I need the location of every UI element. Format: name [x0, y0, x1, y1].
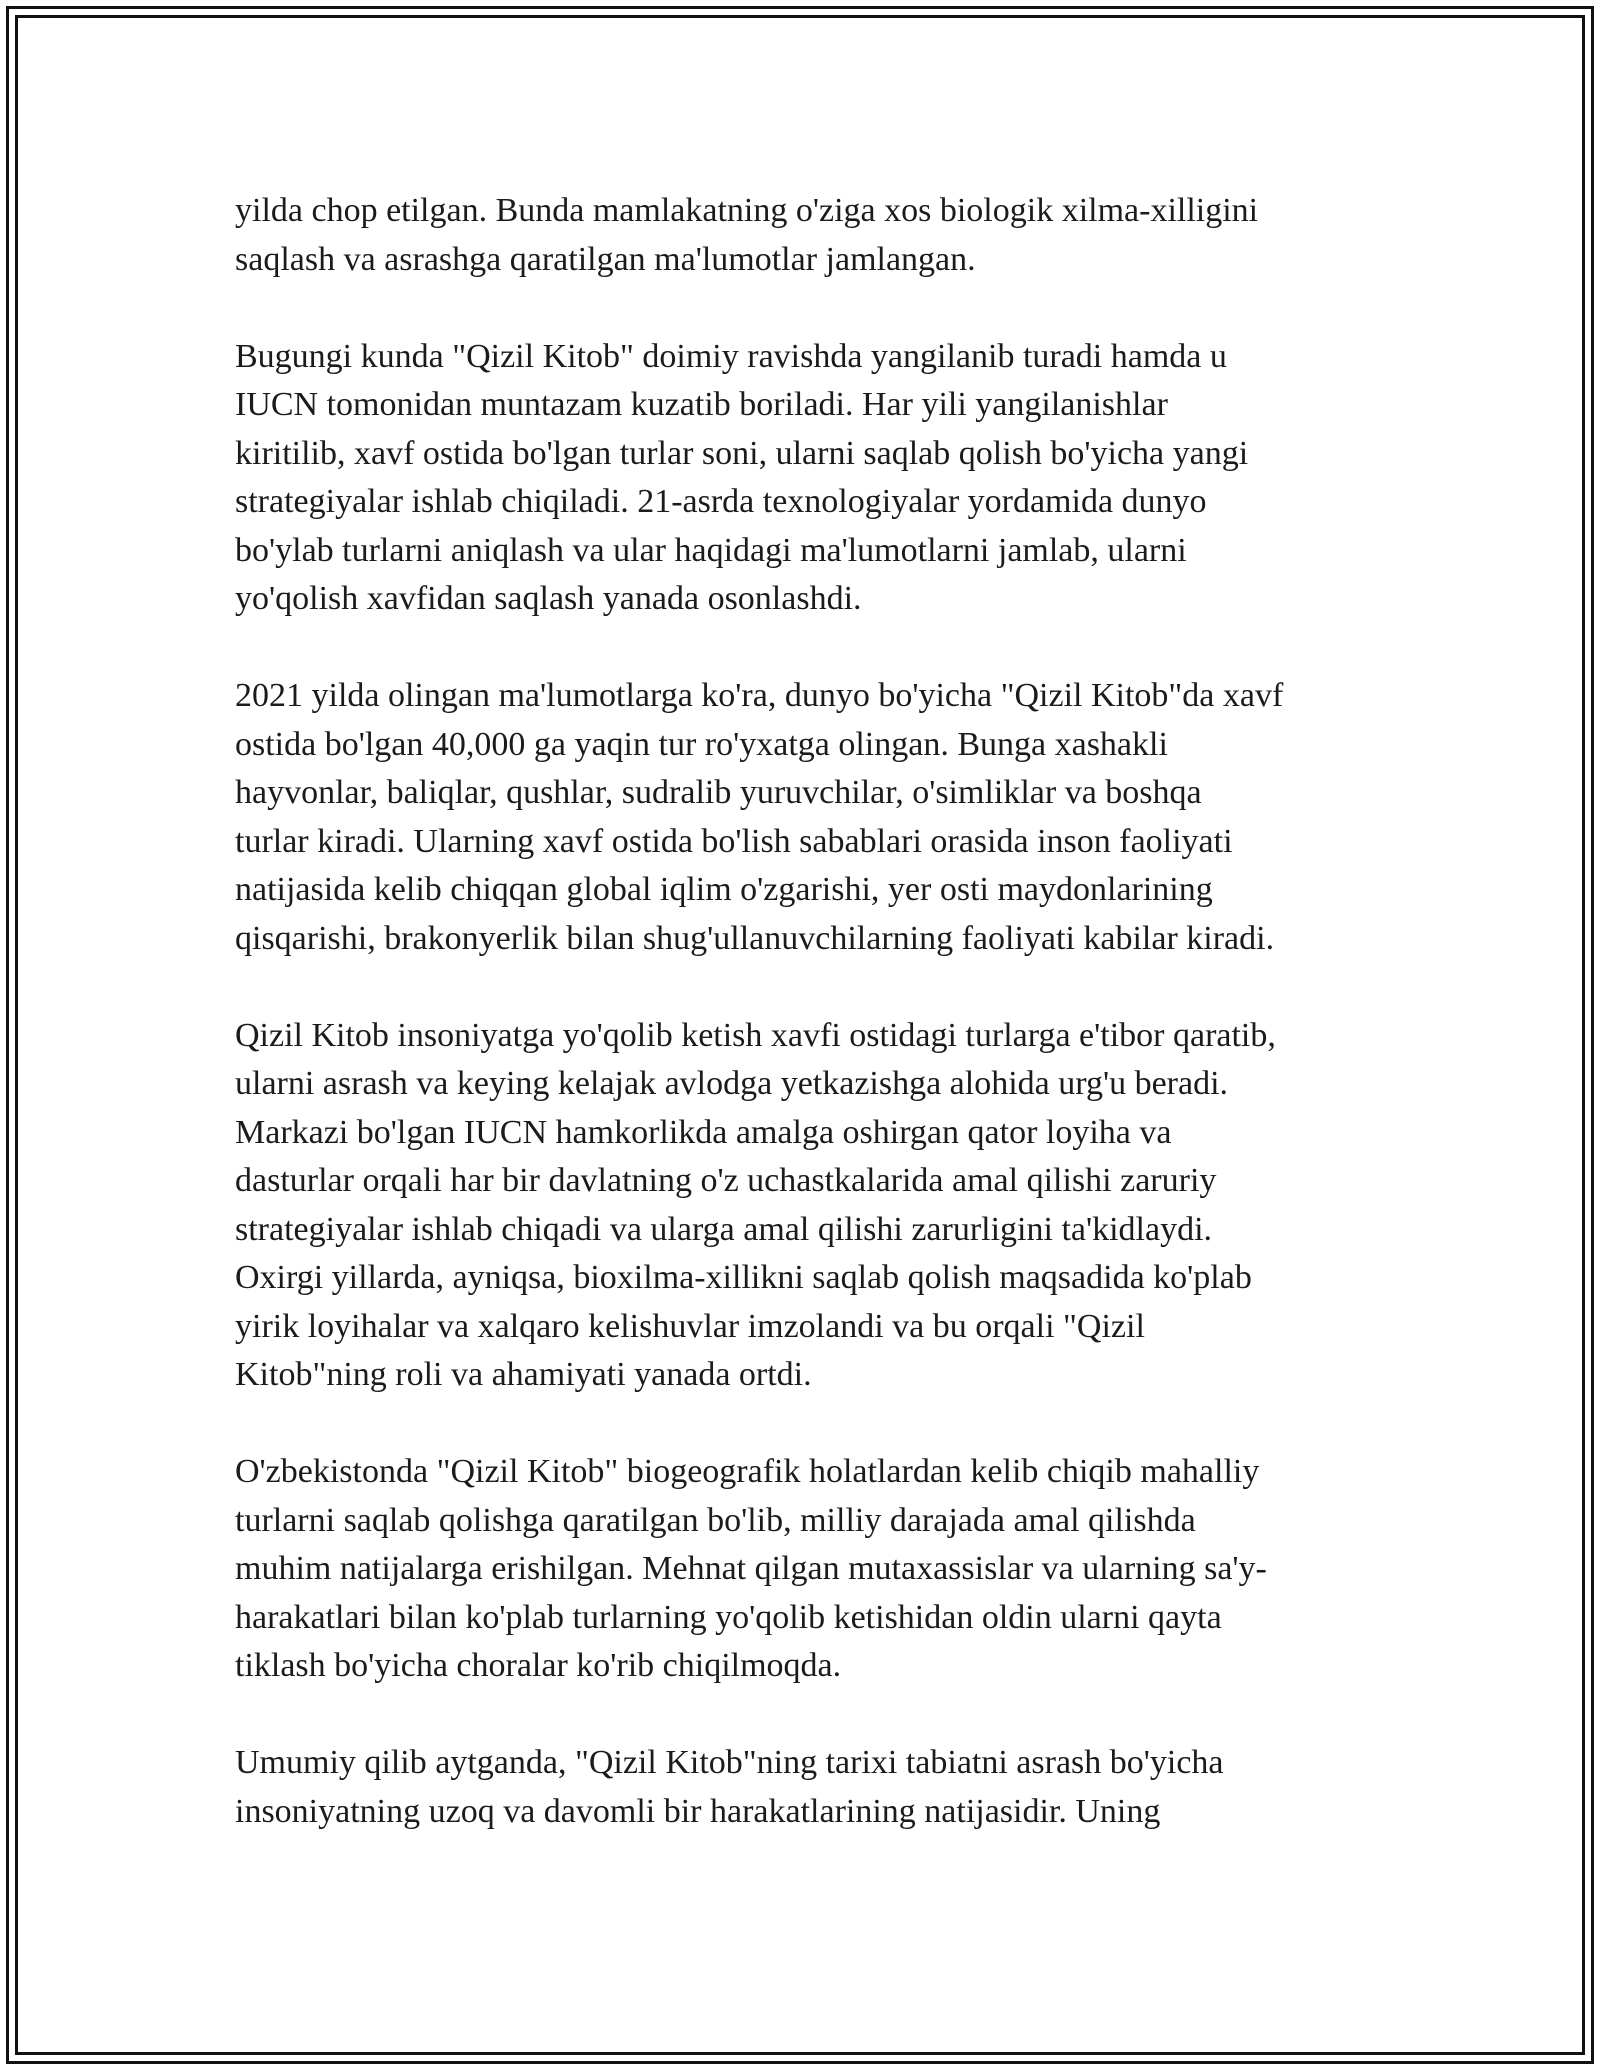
text-line: yirik loyihalar va xalqaro kelishuvlar imzolandi va bu orqali "Qizil [235, 1307, 1145, 1345]
paragraph-4 [235, 1012, 1375, 1400]
text-line: yo'qolish xavfidan saqlash yanada osonlashdi. [235, 580, 862, 617]
text-line: 2021 yilda olingan ma'lumotlarga ko'ra, dunyo bo'yicha "Qizil Kitob"da xavf [235, 677, 1284, 714]
text-line: strategiyalar ishlab chiqiladi. 21-asrda texnologiyalar yordamida dunyo [235, 483, 1207, 520]
text-line: Qizil Kitob insoniyatga yo'qolib ketish xavfi ostidagi turlarga e'tibor qaratib, [235, 1016, 1276, 1054]
text-line: turlar kiradi. Ularning xavf ostida bo'lish sabablari orasida inson faoliyati [235, 822, 1233, 860]
text-line: O'zbekistonda "Qizil Kitob" biogeografik holatlardan kelib chiqib mahalliy [235, 1453, 1260, 1490]
text-line: natijasida kelib chiqqan global iqlim o'zgarishi, yer osti maydonlarining [235, 871, 1213, 908]
text-line: yilda chop etilgan. Bunda mamlakatning o'ziga xos biologik xilma-xilligini [235, 192, 1259, 229]
text-line: Umumiy qilib aytganda, "Qizil Kitob"ning tarixi tabiatni asrash bo'yicha [235, 1744, 1224, 1781]
paragraph-1 [235, 187, 1375, 284]
paragraph-5 [235, 1448, 1375, 1691]
paragraph-3 [235, 672, 1375, 963]
text-line: kiritilib, xavf ostida bo'lgan turlar soni, ularni saqlab qolish bo'yicha yangi [235, 434, 1249, 472]
text-line: saqlash va asrashga qaratilgan ma'lumotlar jamlangan. [235, 240, 976, 278]
text-line: qisqarishi, brakonyerlik bilan shug'ullanuvchilarning faoliyati kabilar kiradi. [235, 919, 1275, 957]
text-line: Bugungi kunda "Qizil Kitob" doimiy ravishda yangilanib turadi hamda u [235, 337, 1227, 375]
paragraph-2 [235, 333, 1375, 624]
text-line: muhim natijalarga erishilgan. Mehnat qilgan mutaxassislar va ularning sa'y- [235, 1550, 1267, 1587]
text-line: bo'ylab turlarni aniqlash va ular haqidagi ma'lumotlarni jamlab, ularni [235, 531, 1187, 569]
text-line: turlarni saqlab qolishga qaratilgan bo'lib, milliy darajada amal qilishda [235, 1501, 1196, 1539]
text-line: harakatlari bilan ko'plab turlarning yo'qolib ketishidan oldin ularni qayta [235, 1598, 1222, 1636]
text-line: ularni asrash va keying kelajak avlodga yetkazishga alohida urg'u beradi. [235, 1065, 1229, 1102]
document-body [235, 187, 1375, 1885]
text-line: tiklash bo'yicha choralar ko'rib chiqilmoqda. [235, 1647, 842, 1684]
text-line: Markazi bo'lgan IUCN hamkorlikda amalga oshirgan qator loyiha va [235, 1113, 1172, 1151]
text-line: Kitob"ning roli va ahamiyati yanada ortdi. [235, 1356, 812, 1393]
text-line: insoniyatning uzoq va davomli bir harakatlarining natijasidir. Uning [235, 1792, 1161, 1830]
text-line: hayvonlar, baliqlar, qushlar, sudralib yuruvchilar, o'simliklar va boshqa [235, 774, 1202, 811]
text-line: Oxirgi yillarda, ayniqsa, bioxilma-xillikni saqlab qolish maqsadida ko'plab [235, 1259, 1252, 1296]
text-line: strategiyalar ishlab chiqadi va ularga amal qilishi zarurligini ta'kidlaydi. [235, 1210, 1213, 1248]
text-line: dasturlar orqali har bir davlatning o'z uchastkalarida amal qilishi zaruriy [235, 1162, 1217, 1199]
text-line: ostida bo'lgan 40,000 ga yaqin tur ro'yxatga olingan. Bunga xashakli [235, 725, 1168, 763]
text-line: IUCN tomonidan muntazam kuzatib boriladi. Har yili yangilanishlar [235, 386, 1168, 423]
paragraph-6 [235, 1739, 1375, 1836]
